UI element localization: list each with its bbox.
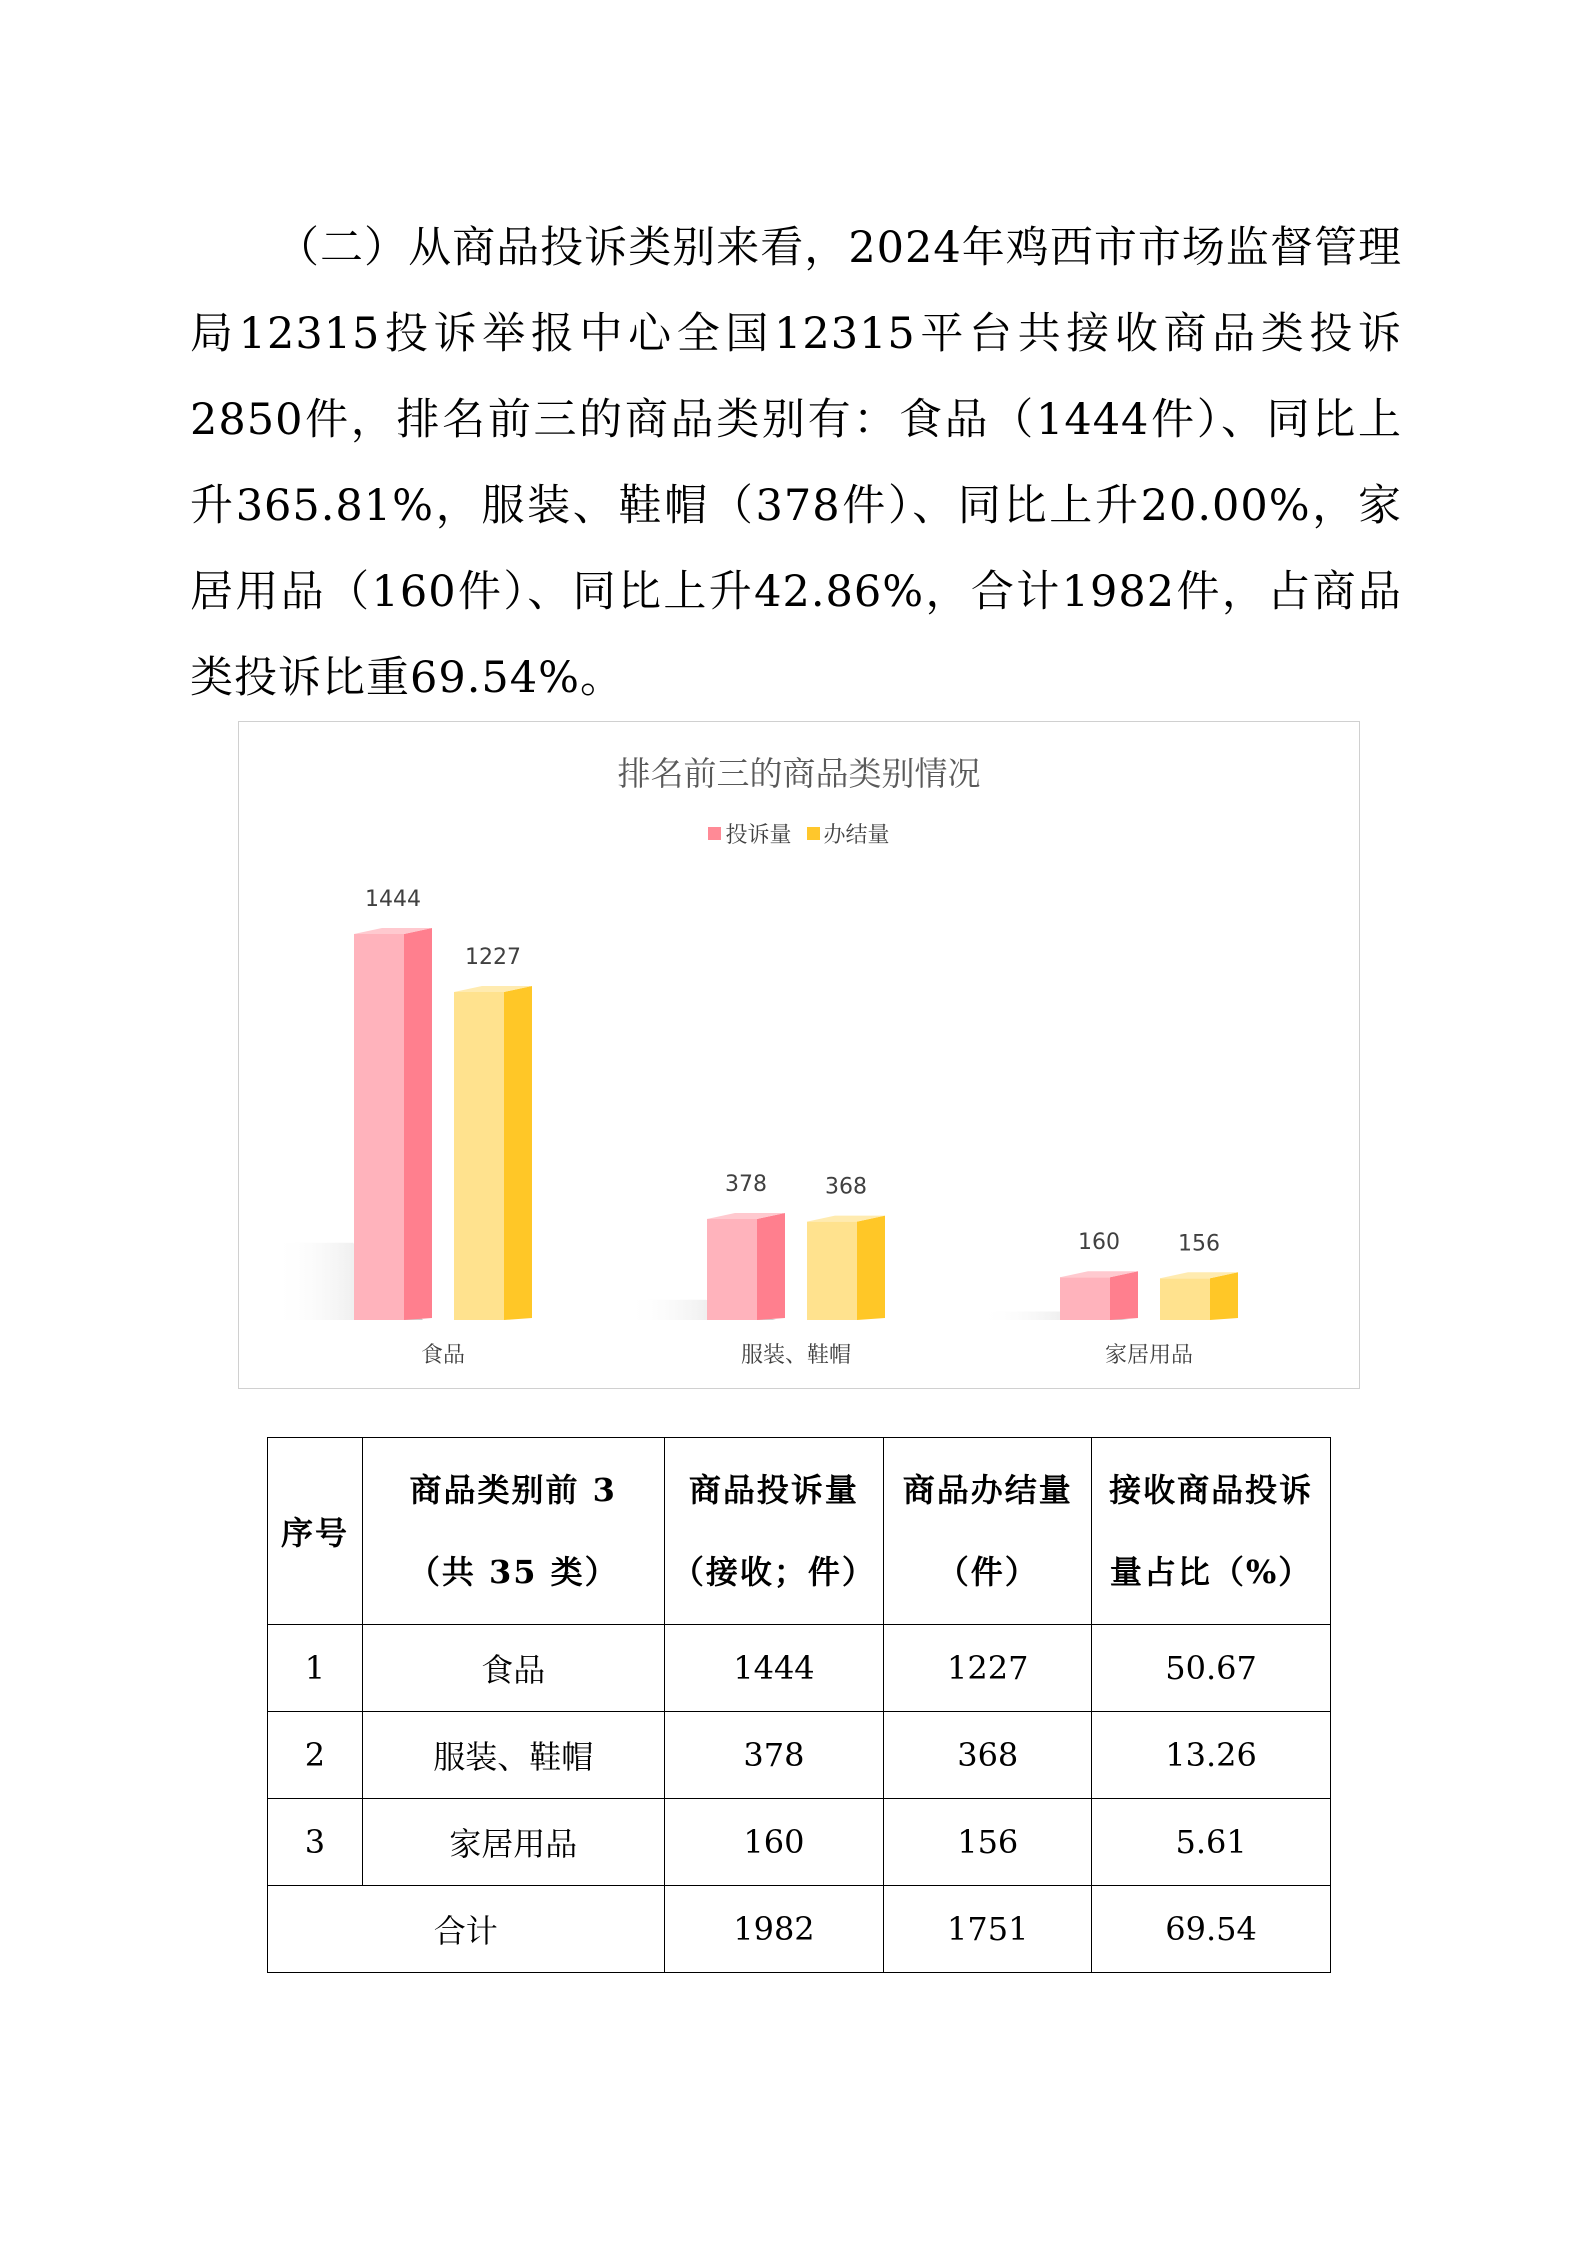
cell-total-complaints: 1982 [664,1886,884,1973]
data-label: 156 [1178,1231,1220,1257]
data-label: 368 [825,1174,867,1200]
cell-share: 5.61 [1092,1799,1331,1886]
header-index: 序号 [268,1438,363,1625]
bar-resolved-1 [454,986,532,1320]
table-total-row [268,1886,1331,1973]
cell-resolved: 1227 [884,1625,1092,1712]
legend-swatch-resolved [807,827,820,840]
data-label: 378 [725,1171,767,1197]
header-share: 接收商品投诉 量占比（%） [1092,1438,1331,1625]
cell-share: 50.67 [1092,1625,1331,1712]
chart-title: 排名前三的商品类别情况 [617,754,981,793]
bar-resolved-3 [1160,1272,1238,1320]
legend-label-complaints: 投诉量 [725,823,792,848]
body-paragraph: （二）从商品投诉类别来看，2024年鸡西市市场监督管理局12315投诉举报中心全国12315平台共接收商品类投诉2850件，排名前三的商品类别有：食品（1444件）、同比上升365.81%，服装、鞋帽（378件）、同比上升20.00%，家居用品（160件）、同比上升42.86%，合计1982件，占商品类投诉比重69.54%。 [190,223,1402,703]
header-resolved: 商品办结量 （件） [884,1438,1092,1625]
header-complaints: 商品投诉量 （接收；件） [664,1438,884,1625]
table-row [268,1712,1331,1799]
cell-total-share: 69.54 [1092,1886,1331,1973]
data-label: 1444 [365,887,421,912]
category-label: 家居用品 [1104,1343,1194,1368]
table-row [268,1625,1331,1712]
bar-complaints-2 [707,1213,785,1320]
cell-category: 家居用品 [362,1799,664,1886]
cell-complaints: 378 [664,1712,884,1799]
cell-index: 3 [268,1799,363,1886]
cell-complaints: 1444 [664,1625,884,1712]
cell-total-resolved: 1751 [884,1886,1092,1973]
category-label: 食品 [420,1343,466,1368]
cell-complaints: 160 [664,1799,884,1886]
cell-total-label: 合计 [268,1886,665,1973]
cell-category: 服装、鞋帽 [362,1712,664,1799]
cell-category: 食品 [362,1625,664,1712]
category-label: 服装、鞋帽 [740,1343,852,1368]
table-header-row [268,1438,1331,1625]
bar-complaints-1 [354,928,432,1320]
cell-index: 1 [268,1625,363,1712]
data-label: 1227 [465,945,521,971]
category-table [267,1437,1331,1973]
data-label: 160 [1078,1230,1120,1256]
cell-index: 2 [268,1712,363,1799]
bar-resolved-2 [807,1216,885,1320]
chart-legend [239,818,1359,849]
legend-swatch-complaints [708,827,721,840]
bar-complaints-3 [1060,1271,1138,1320]
legend-item-complaints [708,818,791,849]
cell-resolved: 156 [884,1799,1092,1886]
legend-item-resolved [807,818,890,849]
header-category: 商品类别前 3 （共 35 类） [362,1438,664,1625]
bar-chart [238,721,1360,1389]
legend-label-resolved: 办结量 [823,823,890,848]
cell-share: 13.26 [1092,1712,1331,1799]
table-row [268,1799,1331,1886]
cell-resolved: 368 [884,1712,1092,1799]
